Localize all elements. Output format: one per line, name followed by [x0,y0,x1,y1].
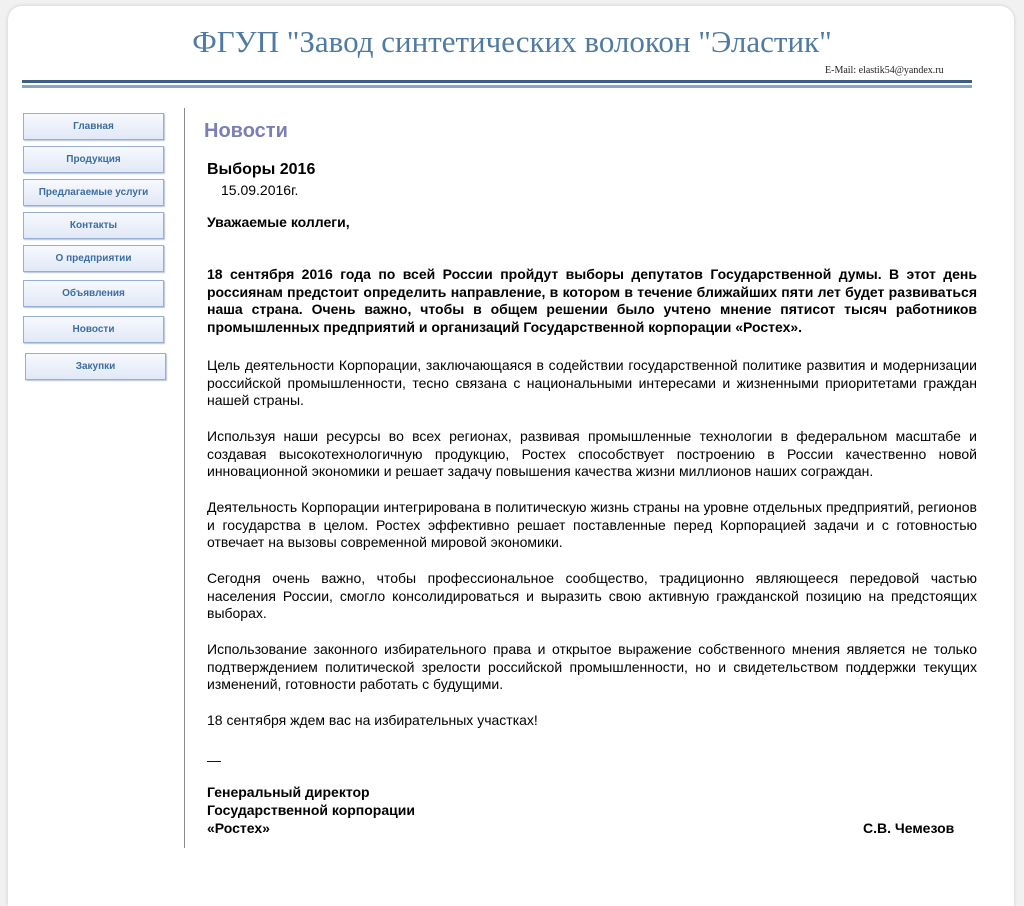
signature-name: С.В. Чемезов [863,820,955,836]
dash-separator: — [207,752,221,768]
nav-item-contacts[interactable]: Контакты [23,212,164,239]
lead-paragraph: 18 сентября 2016 года по всей России пройдут выборы депутатов Государственной думы. В этот день россиянам предстоит определить направление, в котором в течение ближайших пяти лет будет развиваться наша страна. Очень важно, чтобы в общем решении было учтено мнение пятисот тысяч работников промышленных предприятий и организаций Государственной корпорации «Ростех». [207,266,977,335]
news-title: Выборы 2016 [207,161,316,178]
closing-line: 18 сентября ждем вас на избирательных участках! [207,712,538,728]
nav-item-purchases[interactable]: Закупки [25,353,166,380]
news-date: 15.09.2016г. [221,182,299,198]
signature-title: Генеральный директор [207,784,370,800]
content-divider [184,108,185,848]
site-title: ФГУП "Завод синтетических волокон "Эластик" [192,24,832,59]
paragraph: Сегодня очень важно, чтобы профессиональное сообщество, традиционно являющееся передовой частью населения России, смогло консолидироваться и выразить свою активную гражданской позицию на предстоящих выборах. [207,570,977,622]
signature-org-name: «Ростех» [207,820,270,836]
nav-item-news[interactable]: Новости [23,316,164,343]
nav-item-announcements[interactable]: Объявления [23,280,164,307]
signature-org: Государственной корпорации [207,802,415,818]
nav-item-services[interactable]: Предлагаемые услуги [23,179,164,206]
nav-item-products[interactable]: Продукция [23,146,164,173]
paragraph: Деятельность Корпорации интегрирована в политическую жизнь страны на уровне отдельных предприятий, регионов и государства в целом. Ростех эффективно решает поставленные перед Корпорацией задачи и с готовностью отвечает на вызовы современной мировой экономики. [207,499,977,551]
paragraph: Используя наши ресурсы во всех регионах, развивая промышленные технологии в федеральном масштабе и создавая высокотехнологичную продукцию, Ростех способствует построению в России качественно новой инновационной экономики и решает задачу повышения качества жизни миллионов наших сограждан. [207,428,977,480]
section-title: Новости [204,120,288,142]
email-contact: E-Mail: elastik54@yandex.ru [825,65,944,76]
paragraph: Использование законного избирательного права и открытое выражение собственного мнения является не только подтверждением политической зрелости российской промышленности, но и свидетельством поддержки текущих изменений, готовности работать с будущими. [207,641,977,693]
nav-item-about[interactable]: О предприятии [23,245,164,272]
paragraph: Цель деятельности Корпорации, заключающаяся в содействии государственной политике развития и модернизации российской промышленности, тесно связана с национальными интересами и жизненными приоритетами граждан нашей страны. [207,357,977,409]
header-divider [22,80,972,88]
nav-item-home[interactable]: Главная [23,113,164,140]
greeting: Уважаемые коллеги, [207,214,350,230]
